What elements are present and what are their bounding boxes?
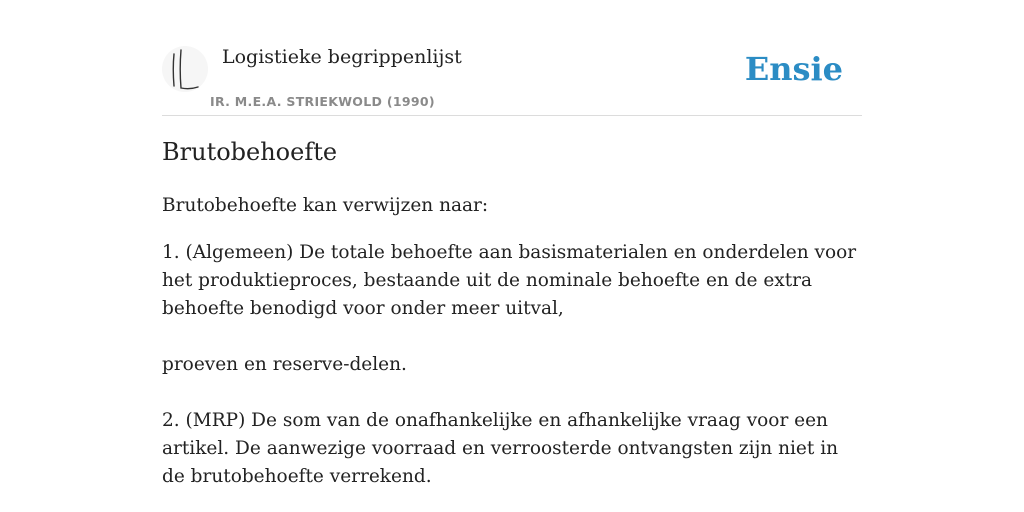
definition-paragraph: 2. (MRP) De som van de onafhankelijke en afhankelijke vraag voor een artikel. De aanwezige voorraad en verroosterde ontvangsten zijn niet in de brutobehoefte verrekend. (162, 410, 839, 487)
book-title-link[interactable]: Logistieke begrippenlijst (222, 46, 462, 68)
book-header (162, 40, 862, 116)
entry-intro: Brutobehoefte kan verwijzen naar: (162, 195, 489, 216)
definition-paragraph: 1. (Algemeen) De totale behoefte aan basismaterialen en onderdelen voor het produktieproces, bestaande uit de nominale behoefte en de extra behoefte benodigd voor onder meer uitval, (162, 242, 857, 319)
entry-content (162, 192, 862, 491)
handwritten-il-logo (162, 46, 208, 92)
book-logo-icon[interactable] (162, 46, 208, 92)
paragraph-spacer (162, 323, 862, 351)
paragraph-spacer (162, 379, 862, 407)
ensie-brand-link[interactable]: Ensie (744, 50, 843, 88)
book-author: IR. M.E.A. STRIEKWOLD (1990) (210, 94, 435, 109)
entry-title: Brutobehoefte (162, 138, 338, 166)
definition-paragraph: proeven en reserve-delen. (162, 354, 407, 375)
